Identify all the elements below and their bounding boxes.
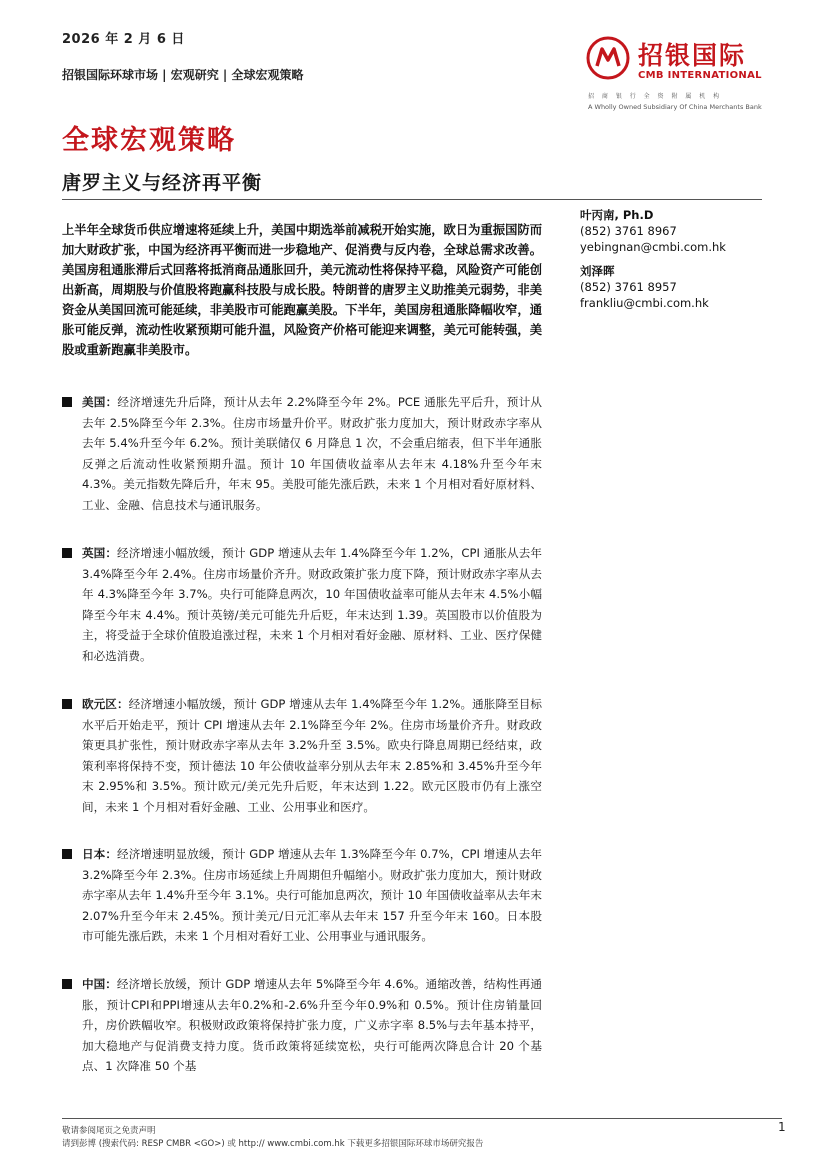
logo-english-name: CMB INTERNATIONAL — [638, 70, 762, 81]
square-bullet-icon — [62, 849, 72, 859]
cmbi-logo-icon — [586, 36, 630, 80]
square-bullet-icon — [62, 979, 72, 989]
square-bullet-icon — [62, 548, 72, 558]
analyst-phone: (852) 3761 8967 — [580, 224, 677, 238]
analyst-card — [580, 207, 780, 255]
section-heading: 中国： — [82, 977, 117, 991]
footer-reference[interactable]: 请到彭博 (搜索代码: RESP CMBR <GO>) 或 http:// www.cmbi.com.hk 下载更多招银国际环球市场研究报告 — [62, 1139, 484, 1149]
section-heading: 美国： — [82, 395, 118, 409]
section-eurozone — [62, 694, 542, 817]
analyst-name: 叶丙南, Ph.D — [580, 208, 654, 222]
section-body: 经济增速小幅放缓，预计 GDP 增速从去年 1.4%降至今年 1.2%。通胀降至目标水平后开始走平，预计 CPI 增速从去年 2.1%降至今年 2%。住房市场量价齐升。财政政策更具扩张性，预计财政赤字率从去年 3.2%升至 3.5%。欧央行降息周期已经结束，政策利率将保持不变，预计德法 10 年公债收益率分别从去年末 2.85%和 3.45%升至今年末 2.95%和 3.5%。预计欧元/美元先升后贬，年末达到 1.22。欧元区股市仍有上涨空间，未来 1 个月相对看好金融、工业、公用事业和医疗。 — [82, 697, 542, 814]
analyst-card — [580, 263, 780, 311]
square-bullet-icon — [62, 699, 72, 709]
report-subtitle: 唐罗主义与经济再平衡 — [62, 172, 263, 194]
breadcrumb: 招银国际环球市场 | 宏观研究 | 全球宏观策略 — [62, 68, 304, 82]
company-logo — [586, 36, 776, 126]
logo-chinese-name: 招银国际 — [638, 41, 747, 70]
analyst-name: 刘泽晖 — [580, 264, 615, 278]
section-body: 经济增速小幅放缓，预计 GDP 增速从去年 1.4%降至今年 1.2%，CPI 通胀从去年 3.4%降至今年 2.4%。住房市场量价齐升。财政政策扩张力度下降，预计财政赤字率从去年 4.3%降至今年 3.7%。央行可能降息两次，10 年国债收益率可能从去年末 4.5%小幅降至今年末 4.4%。预计英镑/美元可能先升后贬，年末达到 1.39。英国股市以价值股为主，将受益于全球价值股追涨过程，未来 1 个月相对看好金融、原材料、工业、医疗保健和必选消费。 — [82, 546, 542, 663]
report-title: 全球宏观策略 — [62, 125, 236, 156]
logo-tagline-cn: 招 商 银 行 全 资 附 属 机 构 — [588, 93, 723, 100]
section-body: 经济增速明显放缓，预计 GDP 增速从去年 1.3%降至今年 0.7%，CPI 增速从去年 3.2%降至今年 2.3%。住房市场延续上升周期但升幅缩小。财政扩张力度加大，预计财政赤字率从去年 1.4%升至今年 3.1%。央行可能加息两次，预计 10 年国债收益率从去年末 2.07%升至今年末 2.45%。预计美元/日元汇率从去年末 157 升至今年末 160。日本股市可能先涨后跌，未来 1 个月相对看好工业、公用事业与通讯服务。 — [82, 847, 542, 943]
logo-tagline-en: A Wholly Owned Subsidiary Of China Merchants Bank — [588, 103, 762, 111]
analyst-phone: (852) 3761 8957 — [580, 280, 677, 294]
report-date: 2026 年 2 月 6 日 — [62, 32, 185, 47]
executive-summary: 上半年全球货币供应增速将延续上升，美国中期选举前减税开始实施，欧日为重振国防而加大财政扩张，中国为经济再平衡而进一步稳地产、促消费与反内卷，全球总需求改善。美国房租通胀滞后式回落将抵消商品通胀回升，美元流动性将保持平稳，风险资产可能创出新高，周期股与价值股将跑赢科技股与成长股。特朗普的唐罗主义助推美元弱势，非美资金从美国回流可能延续，非美股市可能跑赢美股。下半年，美国房租通胀降幅收窄，通胀可能反弹，流动性收紧预期可能升温，风险资产价格可能迎来调整，美元可能转强，美股或重新跑赢非美股市。 — [62, 223, 542, 357]
analyst-email[interactable]: yebingnan@cmbi.com.hk — [580, 240, 726, 254]
section-body: 经济增速先升后降，预计从去年 2.2%降至今年 2%。PCE 通胀先平后升，预计从去年 2.5%降至今年 2.3%。住房市场量升价平。财政扩张力度加大，预计财政赤字率从去年 5.4%升至今年 6.2%。预计美联储仅 6 月降息 1 次，不会重启缩表，但下半年通胀反弹之后流动性收紧预期升温。预计 10 年国债收益率从去年末 4.18%升至今年末 4.3%。美元指数先降后升，年末 95。美股可能先涨后跌，未来 1 个月相对看好原材料、工业、金融、信息技术与通讯服务。 — [82, 395, 542, 512]
footer-disclaimer: 敬请参阅尾页之免责声明 — [62, 1126, 156, 1136]
page-number: 1 — [778, 1120, 786, 1134]
analyst-panel — [580, 207, 780, 319]
section-heading: 欧元区： — [82, 697, 129, 711]
analyst-email[interactable]: frankliu@cmbi.com.hk — [580, 296, 709, 310]
section-uk — [62, 543, 542, 666]
section-china — [62, 974, 542, 1077]
section-body: 经济增长放缓，预计 GDP 增速从去年 5%降至今年 4.6%。通缩改善，结构性再通胀，预计CPI和PPI增速从去年0.2%和-2.6%升至今年0.9%和 0.5%。预计住房销量回升，房价跌幅收窄。积极财政政策将保持扩张力度，广义赤字率 8.5%与去年基本持平，加大稳地产与促消费支持力度。货币政策将延续宽松，央行可能两次降息合计 20 个基点、1 次降准 50 个基 — [82, 977, 542, 1073]
footer-divider — [62, 1118, 782, 1119]
square-bullet-icon — [62, 397, 72, 407]
section-japan — [62, 844, 542, 947]
section-us — [62, 392, 542, 515]
section-heading: 英国： — [82, 546, 118, 560]
section-heading: 日本： — [82, 847, 118, 861]
header-divider — [62, 199, 762, 200]
